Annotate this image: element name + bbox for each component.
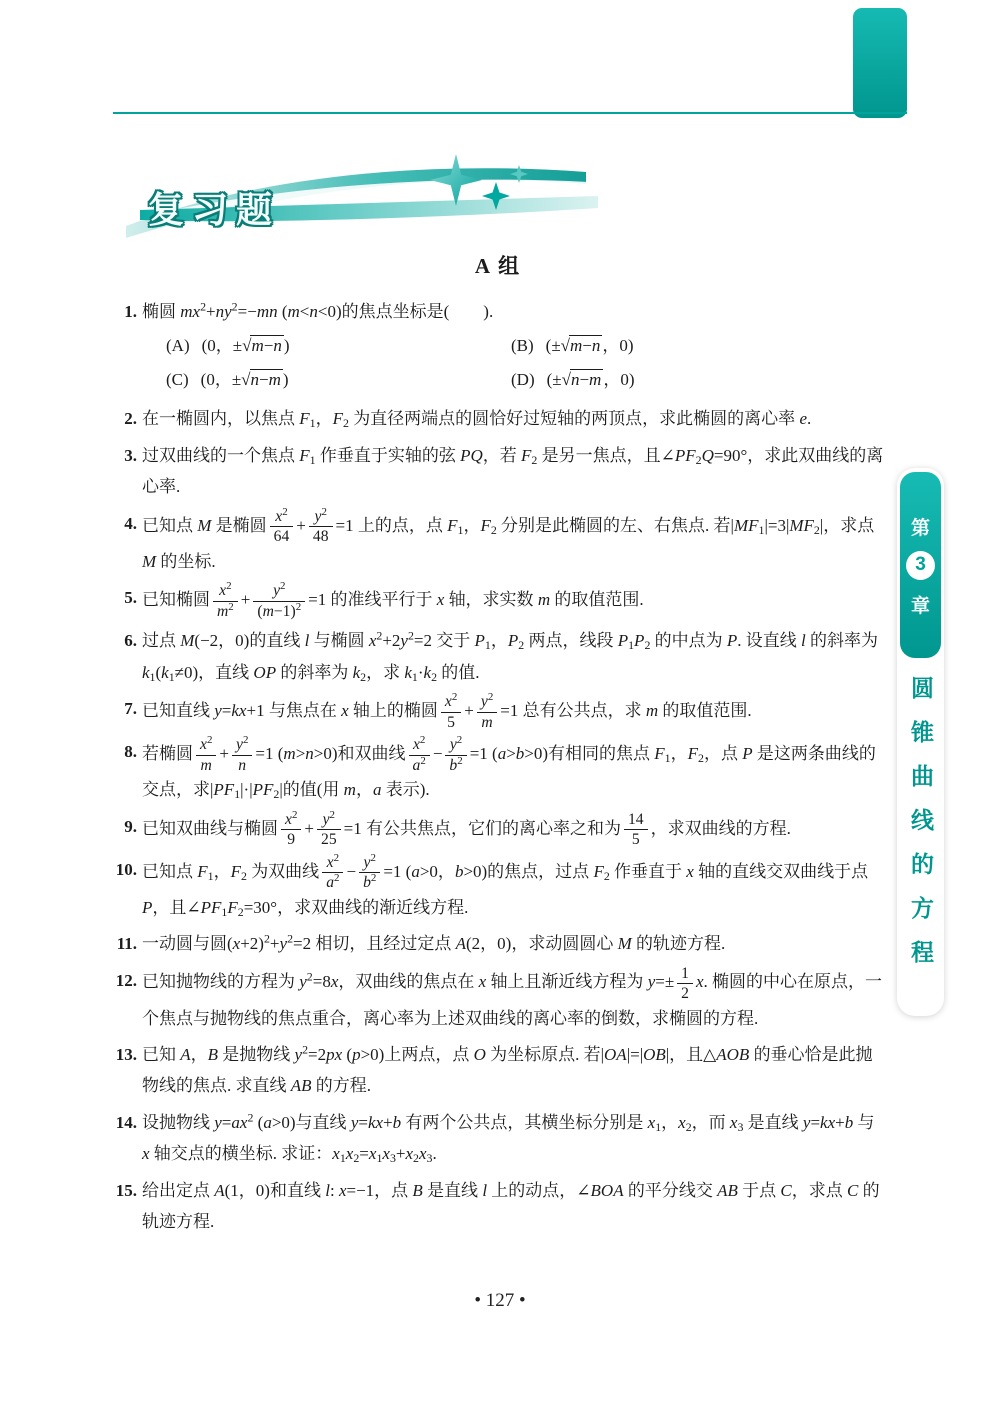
problem-number: 4. <box>124 513 137 533</box>
radical: √m−n <box>242 336 282 356</box>
chapter-tab-header <box>900 472 941 658</box>
chapter-title: 圆锥曲线的方程 <box>907 676 933 984</box>
problem-number: 3. <box>124 445 137 465</box>
fraction: $\frac{y^2}{48}$ <box>309 508 333 546</box>
problem-text: 一动圆与圆$(x+2)^2+y^2=2$ 相切，且经过定点 A(2，0)，求动圆圆心 M 的轨迹方程. <box>142 931 726 954</box>
problem-10 <box>112 851 884 923</box>
radical: √n−m <box>561 370 602 390</box>
problem-9 <box>112 808 884 849</box>
fraction: $\frac{x^2}{9}$ <box>281 811 301 849</box>
fraction: $\frac{x^2}{5}$ <box>441 693 461 731</box>
problem-text: 已知 A，B 是抛物线 $y^2=2px$ (p>0)上两点，点 O 为坐标原点. 若|OA|=|OB|，且△AOB 的垂心恰是此抛物线的焦点. 求直线 AB 的方程. <box>142 1042 873 1096</box>
problem-number: 6. <box>124 631 137 651</box>
problem-number: 12. <box>115 970 137 990</box>
content <box>112 250 884 1243</box>
problem-text: 已知双曲线与椭圆 $\frac{x^2}{9}$ + $\frac{y^2}{25}$ =1 有公共焦点，它们的离心率之和为 $\frac{14}{5}$ ，求双曲线的方程. <box>142 808 791 849</box>
problem-15 <box>112 1175 884 1238</box>
problem-number: 2. <box>124 409 137 429</box>
section-heading: A 组 <box>474 254 522 278</box>
chapter-tab <box>897 468 944 1016</box>
chapter-number-badge: 3 <box>906 551 935 580</box>
problem-2 <box>112 403 884 434</box>
problem-text: 已知抛物线的方程为 $y^2=8x$，双曲线的焦点在 x 轴上且渐近线方程为 y=± $\frac{1}{2}$ x. 椭圆的中心在原点，一个焦点与抛物线的焦点重合，离心率为上述双曲线的离心率的倒数，求椭圆的方程. <box>142 964 883 1028</box>
problem-8 <box>112 736 884 805</box>
option-D: (D) (±√n−m ，0) <box>511 363 884 397</box>
radical: √n−m <box>241 370 281 390</box>
problem-3 <box>112 440 884 503</box>
problem-number: 13. <box>115 1045 137 1065</box>
option-C: (C) (0，±√n−m ) <box>166 363 511 397</box>
problem-number: 7. <box>124 699 137 719</box>
fraction: $\frac{x^2}{m}$ <box>196 736 216 774</box>
options-grid <box>142 329 884 397</box>
radical: √m−n <box>560 336 601 356</box>
fraction: $\frac{y^2}{b^2}$ <box>445 736 466 774</box>
problem-text: 已知椭圆 $\frac{x^2}{m^2}$ + $\frac{y^2}{(m-1)^2}$ =1 的准线平行于 x 轴，求实数 m 的取值范围. <box>142 580 644 620</box>
problem-number: 5. <box>124 588 137 608</box>
problem-13 <box>112 1039 884 1102</box>
fraction: $\frac{x^2}{a^2}$ <box>409 736 430 774</box>
problem-4 <box>112 505 884 577</box>
problem-text: 过双曲线的一个焦点 $F_1$ 作垂直于实轴的弦 PQ，若 $F_2$ 是另一焦点，且$\angle PF_2Q=90^\circ$，求此双曲线的离心率. <box>142 445 884 497</box>
problem-number: 14. <box>115 1112 137 1132</box>
chapter-prefix: 第 <box>910 516 930 539</box>
problem-text: 若椭圆 $\frac{x^2}{m}$ + $\frac{y^2}{n}$ =1 (m>n>0)和双曲线 $\frac{x^2}{a^2}$ − $\frac{y^2}{b^2}$ =1 (a>b>0)有相同的焦点 $F_1$，$F_2$，点 P 是这两条曲线的交点，求$|PF_1|\cdot|PF_2|$的值(用 m，a 表示). <box>142 734 876 802</box>
problem-list <box>112 296 884 1238</box>
fraction: $\frac{y^2}{m}$ <box>477 693 497 731</box>
problem-number: 11. <box>116 934 137 954</box>
problem-6 <box>112 625 884 688</box>
top-accent-bar <box>853 8 907 118</box>
option-label: (A) <box>166 336 190 356</box>
problem-text: 已知点 $F_1$，$F_2$ 为双曲线 $\frac{x^2}{a^2}$ − $\frac{y^2}{b^2}$ =1 (a>0，b>0)的焦点，过点 $F_2$ 作垂直于 x 轴的直线交双曲线于点 P，且$\angle PF_1F_2=30^\circ$，求双曲线的渐近线方程. <box>142 851 869 919</box>
fraction: $\frac{x^2}{64}$ <box>270 508 294 546</box>
problem-number: 10. <box>115 859 137 879</box>
option-A: (A) (0，±√m−n ) <box>166 329 511 363</box>
problem-number: 9. <box>124 816 137 836</box>
problem-7 <box>112 693 884 731</box>
problem-number: 8. <box>124 742 137 762</box>
option-label: (B) <box>511 336 534 356</box>
option-B: (B) (±√m−n ，0) <box>511 329 884 363</box>
fraction: $\frac{y^2}{b^2}$ <box>359 854 380 892</box>
fraction: $\frac{y^2}{n}$ <box>232 736 252 774</box>
page-number: • 127 • <box>474 1290 526 1311</box>
problem-text: 已知直线 y=kx+1 与焦点在 x 轴上的椭圆 $\frac{x^2}{5}$ + $\frac{y^2}{m}$ =1 总有公共点，求 m 的取值范围. <box>142 691 752 731</box>
star-icon <box>430 154 482 206</box>
fraction: $\frac{14}{5}$ <box>624 811 648 849</box>
fraction: $\frac{1}{2}$ <box>677 965 693 1003</box>
problem-14 <box>112 1107 884 1170</box>
header-divider <box>113 112 907 114</box>
problem-text: 设抛物线 $y=ax^2$ (a>0)与直线 y=kx+b 有两个公共点，其横坐标分别是 $x_1$，$x_2$，而 $x_3$ 是直线 y=kx+b 与 x 轴交点的横坐标. 求证：$x_1x_2=x_1x_3+x_2x_3$. <box>142 1110 875 1166</box>
problem-5 <box>112 582 884 620</box>
option-label: (D) <box>511 370 535 390</box>
fraction: $\frac{x^2}{m^2}$ <box>213 582 238 620</box>
problem-1 <box>112 296 884 397</box>
chapter-suffix: 章 <box>910 594 930 617</box>
option-label: (C) <box>166 370 189 390</box>
problem-number: 15. <box>115 1180 137 1200</box>
banner-title: 复习题 <box>148 190 281 231</box>
problem-text: 在一椭圆内，以焦点 $F_1$，$F_2$ 为直径两端点的圆恰好过短轴的两顶点，求此椭圆的离心率 e. <box>142 409 812 431</box>
problem-number: 1. <box>124 302 137 321</box>
problem-text: 给出定点 A(1，0)和直线 l: x=−1，点 B 是直线 l 上的动点，∠BOA 的平分线交 AB 于点 C，求点 C 的轨迹方程. <box>142 1180 880 1232</box>
problem-12 <box>112 965 884 1034</box>
fraction: $\frac{x^2}{a^2}$ <box>322 854 343 892</box>
problem-11 <box>112 928 884 959</box>
review-banner <box>126 152 600 240</box>
fraction: $\frac{y^2}{25}$ <box>317 811 341 849</box>
fraction: $\frac{y^2}{(m-1)^2}$ <box>253 582 305 620</box>
problem-text: 过点 M(−2，0)的直线 l 与椭圆 $x^2+2y^2=2$ 交于 $P_1$，$P_2$ 两点，线段 $P_1P_2$ 的中点为 P. 设直线 l 的斜率为 $k_1(k_1\ne 0)$，直线 OP 的斜率为 $k_2$，求 $k_1\cdot k_2$ 的值. <box>142 628 879 684</box>
problem-text: 椭圆 $mx^2+ny^2=-mn$ (m<n<0)的焦点坐标是( ). <box>142 299 494 321</box>
problem-text: 已知点 M 是椭圆 $\frac{x^2}{64}$ + $\frac{y^2}{48}$ =1 上的点，点 $F_1$，$F_2$ 分别是此椭圆的左、右焦点. 若$|MF_1|=3|MF_2|$，求点 M 的坐标. <box>142 505 875 571</box>
